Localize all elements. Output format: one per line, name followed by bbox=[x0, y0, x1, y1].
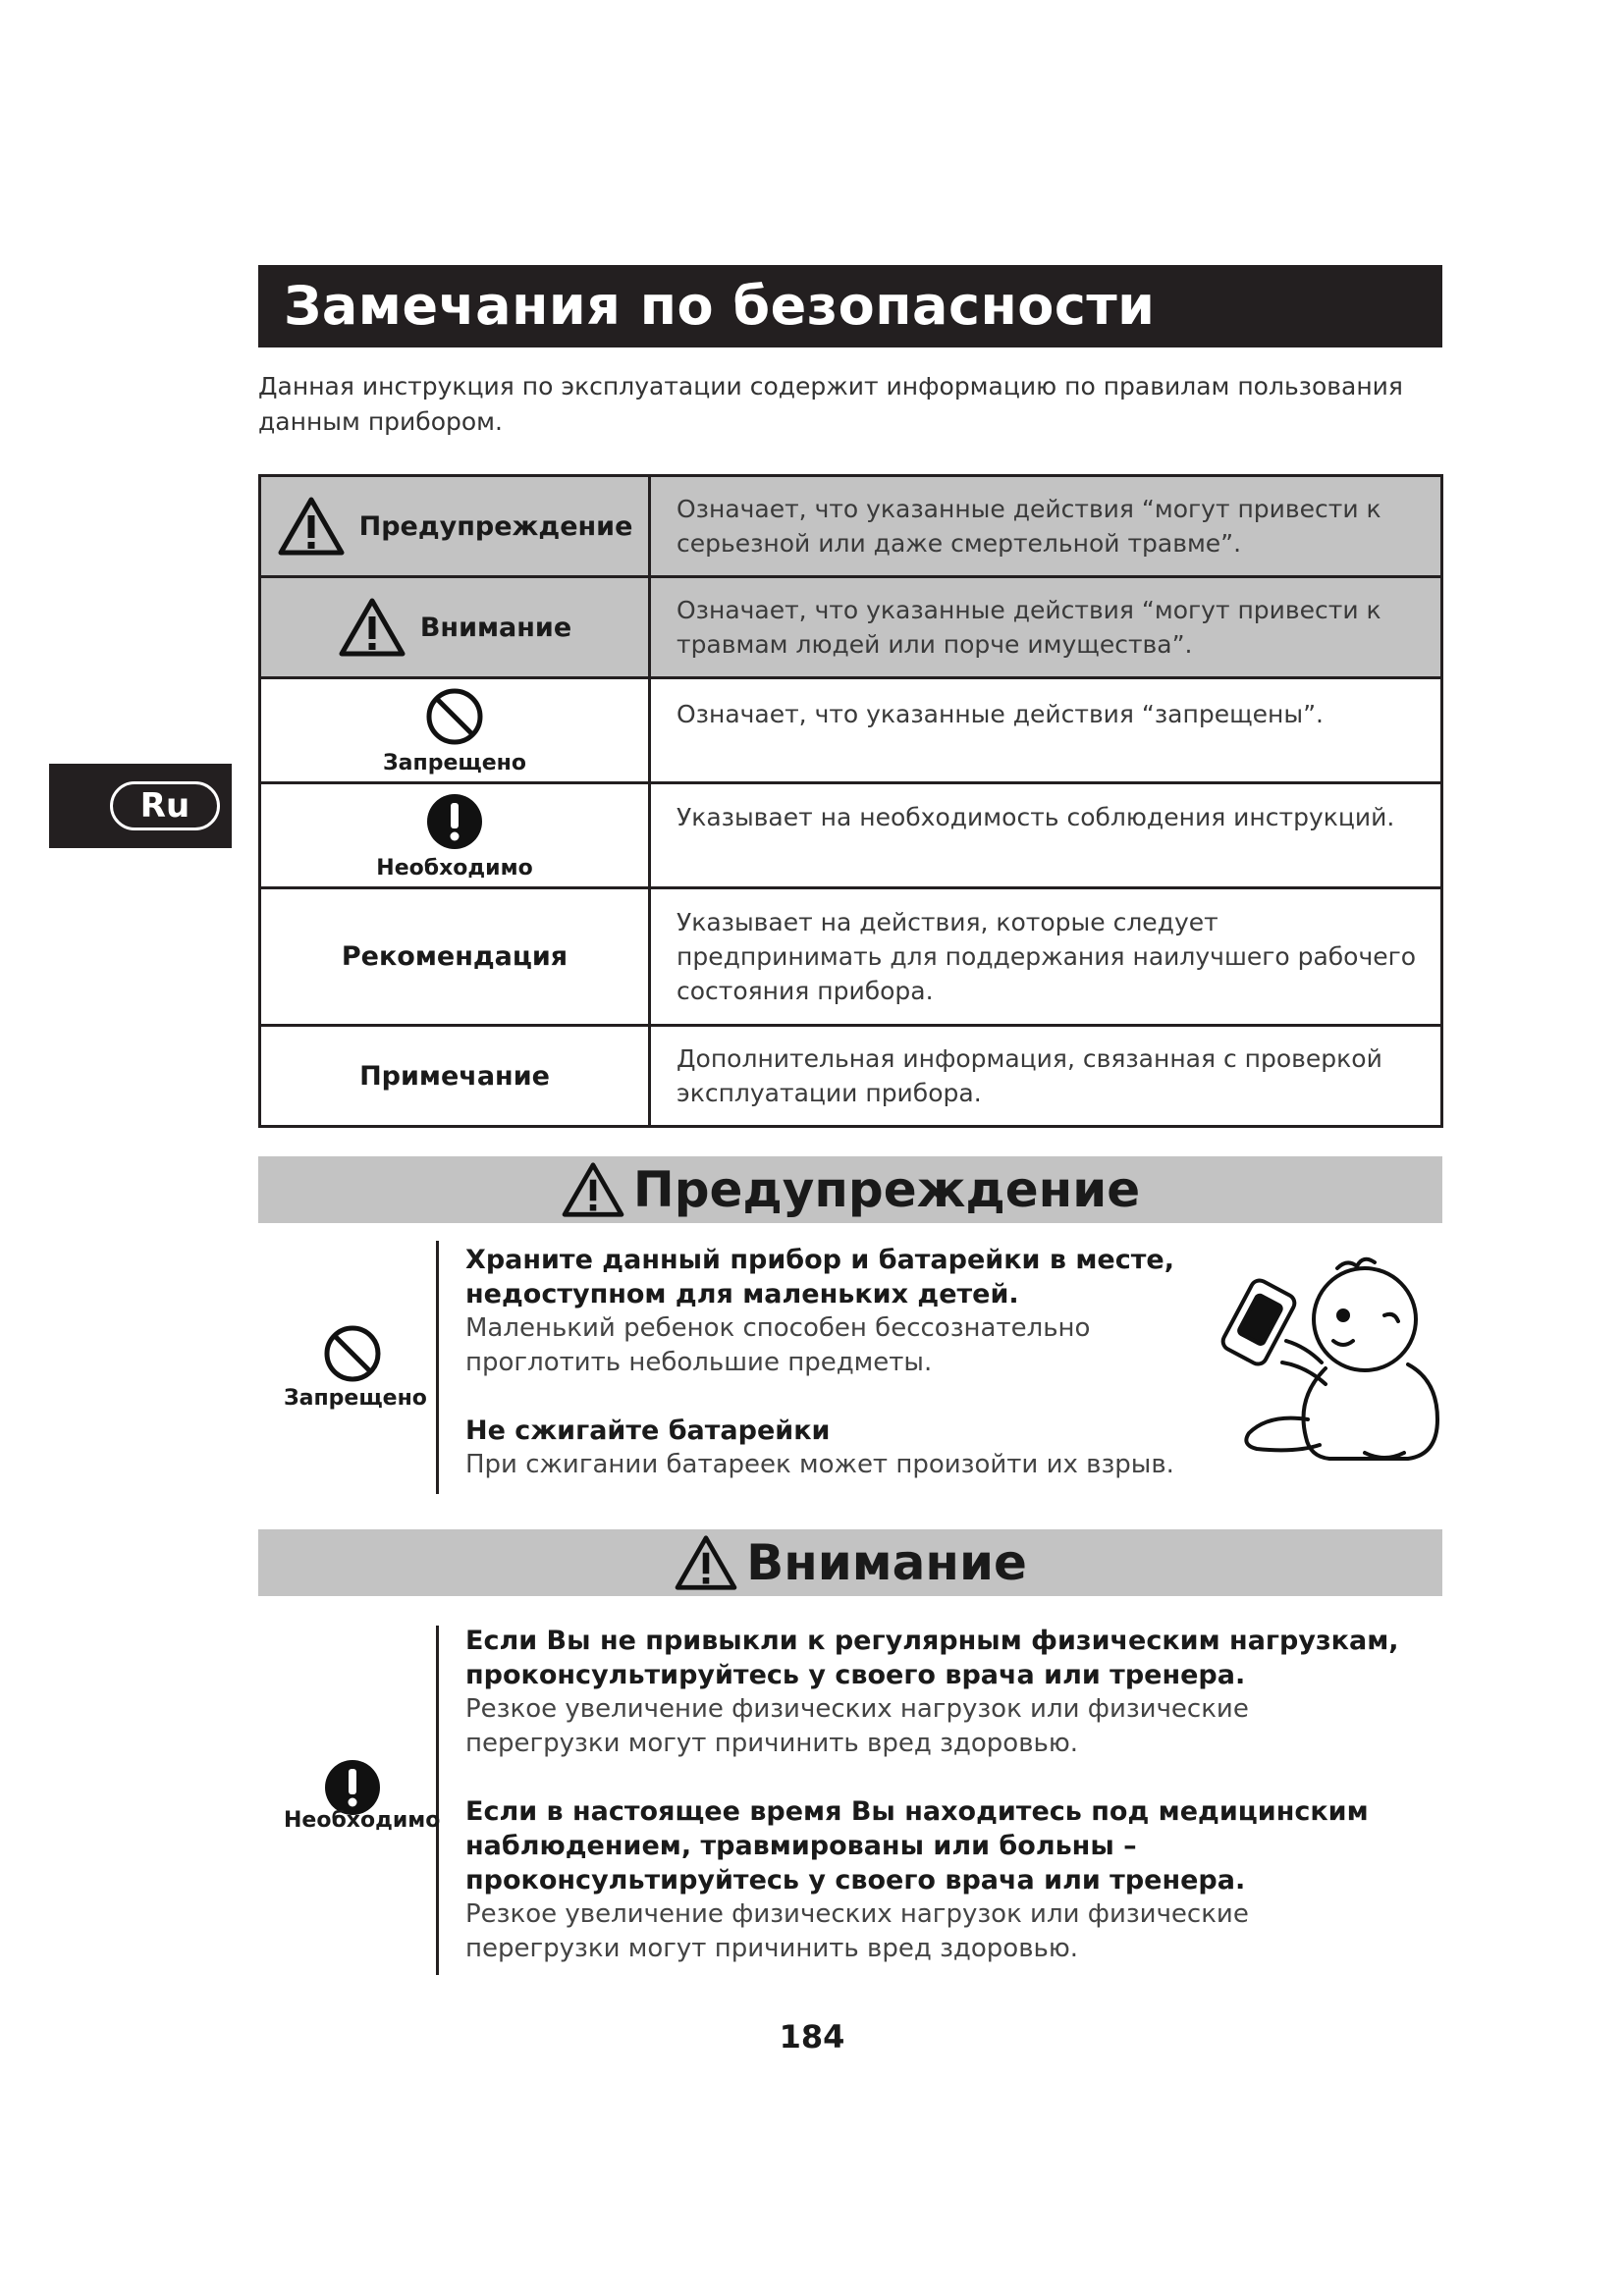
legend-label: Внимание bbox=[419, 612, 572, 643]
section-title: Предупреждение bbox=[632, 1161, 1141, 1218]
warning-item bbox=[465, 1243, 1212, 1380]
symbol-legend-table bbox=[258, 474, 1443, 1128]
warning-triangle-icon bbox=[674, 1534, 738, 1591]
legend-label: Примечание bbox=[359, 1060, 550, 1092]
mandatory-icon bbox=[424, 791, 485, 852]
legend-row-caution bbox=[260, 577, 1442, 678]
item-text: Резкое увеличение физических нагрузок или физические перегрузки могут причинить вред здоровью. bbox=[465, 1899, 1249, 1963]
warning-section-heading bbox=[258, 1156, 1442, 1223]
section-divider bbox=[436, 1241, 439, 1494]
legend-description: Означает, что указанные действия “могут привести к серьезной или даже смертельной травме”. bbox=[650, 476, 1442, 577]
intro-text: Данная инструкция по эксплуатации содержит информацию по правилам пользования данным прибором. bbox=[258, 372, 1403, 436]
side-label-mandatory: Необходимо bbox=[284, 1808, 441, 1833]
legend-row-prohibited bbox=[260, 678, 1442, 783]
item-text: При сжигании батареек может произойти их взрыв. bbox=[465, 1450, 1174, 1479]
caution-section-heading bbox=[258, 1529, 1442, 1596]
page-number: 184 bbox=[779, 2018, 845, 2056]
item-heading: Храните данный прибор и батарейки в месте, недоступном для маленьких детей. bbox=[465, 1245, 1174, 1309]
legend-description: Означает, что указанные действия “запрещены”. bbox=[650, 678, 1442, 783]
legend-label: Рекомендация bbox=[341, 941, 568, 972]
language-badge: Ru bbox=[110, 781, 220, 830]
page-title: Замечания по безопасности bbox=[258, 265, 1442, 347]
legend-description: Дополнительная информация, связанная с проверкой эксплуатации прибора. bbox=[650, 1026, 1442, 1127]
legend-label: Необходимо bbox=[376, 855, 533, 881]
warning-triangle-icon bbox=[338, 597, 406, 658]
warning-triangle-icon bbox=[277, 496, 346, 557]
item-text: Резкое увеличение физических нагрузок или физические перегрузки могут причинить вред здоровью. bbox=[465, 1694, 1249, 1758]
item-heading: Если Вы не привыкли к регулярным физическим нагрузкам, проконсультируйтесь у своего врача или тренера. bbox=[465, 1626, 1399, 1690]
baby-with-device-illustration bbox=[1218, 1247, 1453, 1482]
legend-description: Означает, что указанные действия “могут привести к травмам людей или порче имущества”. bbox=[650, 577, 1442, 678]
item-heading: Если в настоящее время Вы находитесь под медицинским наблюдением, травмированы или больны – проконсультируйтесь у своего врача или тренера. bbox=[465, 1796, 1369, 1896]
caution-item bbox=[465, 1794, 1408, 1966]
legend-row-warning bbox=[260, 476, 1442, 577]
warning-triangle-icon bbox=[561, 1161, 625, 1218]
legend-label: Предупреждение bbox=[358, 510, 633, 542]
legend-row-recommendation bbox=[260, 888, 1442, 1026]
section-title: Внимание bbox=[746, 1534, 1027, 1591]
legend-label: Запрещено bbox=[383, 750, 526, 775]
legend-row-note bbox=[260, 1026, 1442, 1127]
item-text: Маленький ребенок способен бессознательно проглотить небольшие предметы. bbox=[465, 1313, 1091, 1377]
language-tab bbox=[49, 764, 232, 848]
warning-item bbox=[465, 1414, 1212, 1482]
legend-row-mandatory bbox=[260, 783, 1442, 888]
prohibited-icon bbox=[424, 686, 485, 747]
side-label-prohibited: Запрещено bbox=[284, 1386, 427, 1411]
prohibited-icon bbox=[322, 1323, 383, 1384]
caution-item bbox=[465, 1624, 1408, 1761]
section-divider bbox=[436, 1626, 439, 1975]
legend-description: Указывает на необходимость соблюдения инструкций. bbox=[650, 783, 1442, 888]
item-heading: Не сжигайте батарейки bbox=[465, 1415, 831, 1446]
legend-description: Указывает на действия, которые следует предпринимать для поддержания наилучшего рабочего состояния прибора. bbox=[650, 888, 1442, 1026]
